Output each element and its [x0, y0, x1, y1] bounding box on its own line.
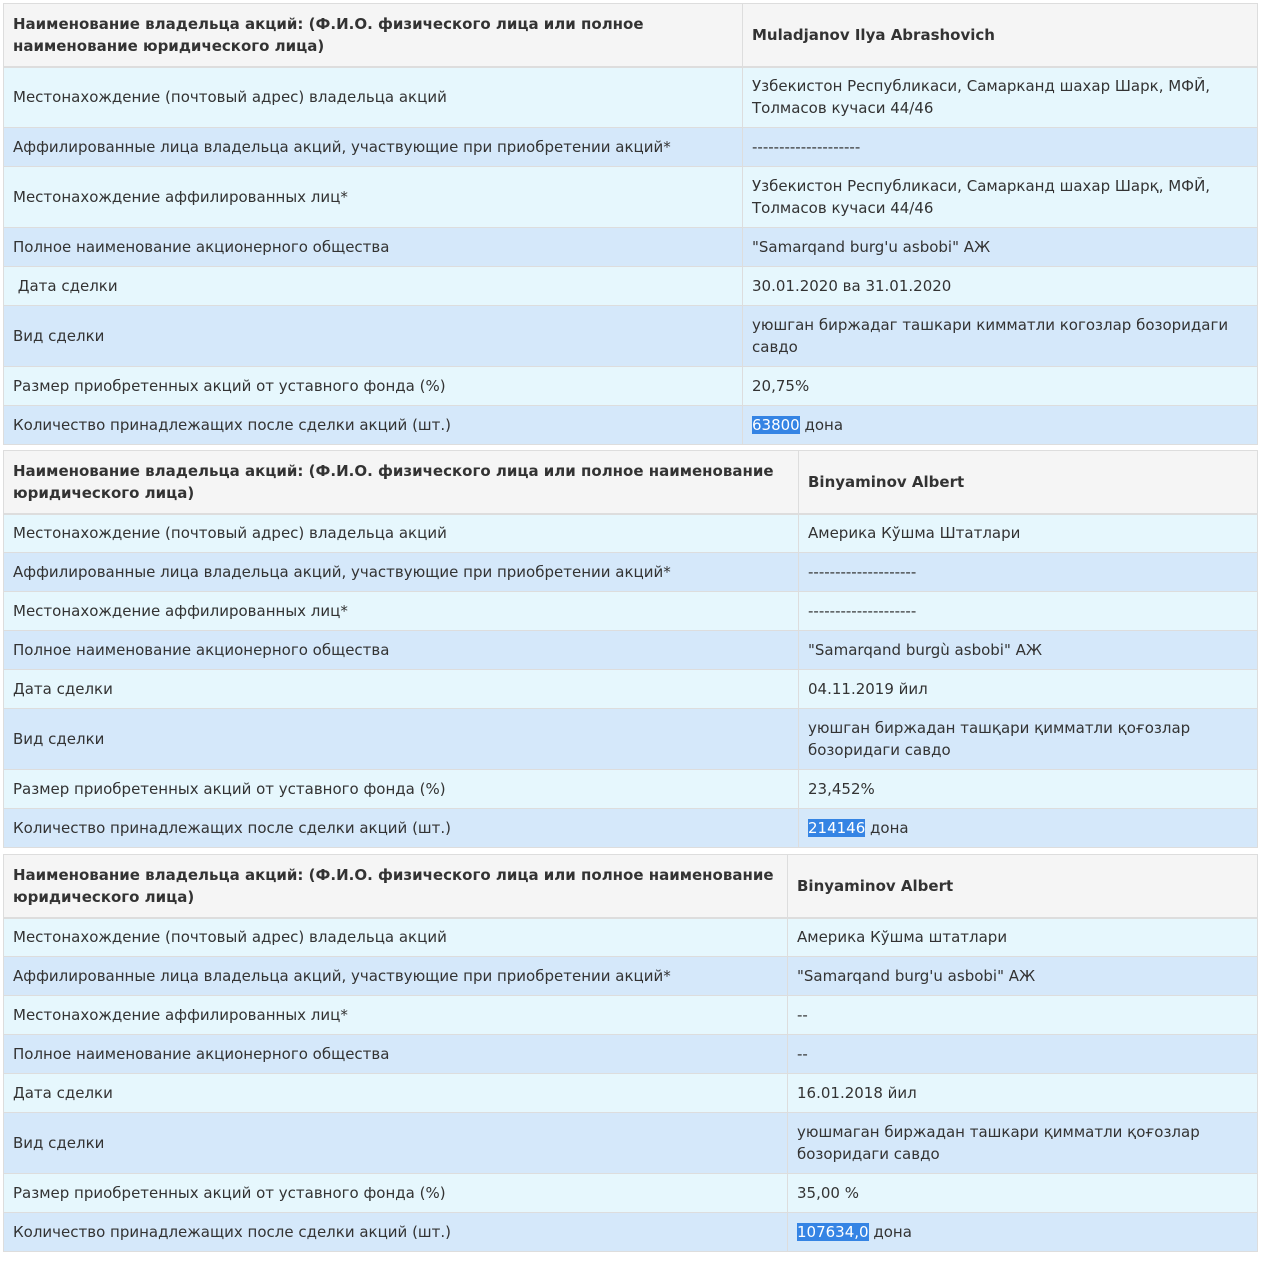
- table-row-share-size: [4, 770, 1258, 809]
- table-row-quantity: [4, 809, 1258, 848]
- table-row-affiliates-location: [4, 167, 1258, 228]
- date-label: Дата сделки: [4, 1074, 788, 1113]
- share-size-value: 23,452%: [799, 770, 1258, 809]
- quantity-unit: дона: [868, 1223, 912, 1241]
- table-row-affiliates: [4, 553, 1258, 592]
- company-label: Полное наименование акционерного общества: [4, 631, 799, 670]
- owner-value: Binyaminov Albert: [788, 855, 1258, 918]
- quantity-value: [799, 809, 1258, 848]
- owner-label: Наименование владельца акций: (Ф.И.О. физического лица или полное наименование юридического лица): [4, 855, 788, 918]
- deal-type-label: Вид сделки: [4, 306, 743, 367]
- address-value: Америка Кўшма Штатлари: [799, 514, 1258, 553]
- owner-value: Muladjanov Ilya Abrashovich: [743, 4, 1258, 67]
- affiliates-location-value: Узбекистон Республикаси, Самарканд шахар Шарқ, МФЙ, Толмасов кучаси 44/46: [743, 167, 1258, 228]
- affiliates-location-label: Местонахождение аффилированных лиц*: [4, 592, 799, 631]
- deal-type-value: уюшган биржадаг ташкари кимматли когозлар бозоридаги савдо: [743, 306, 1258, 367]
- quantity-label: Количество принадлежащих после сделки акций (шт.): [4, 406, 743, 445]
- date-label: Дата сделки: [4, 670, 799, 709]
- affiliates-value: "Samarqand burg'u asbobi" АЖ: [788, 957, 1258, 996]
- affiliates-label: Аффилированные лица владельца акций, участвующие при приобретении акций*: [4, 957, 788, 996]
- address-value: Америка Кўшма штатлари: [788, 918, 1258, 957]
- table-row-company: [4, 1035, 1258, 1074]
- deal-type-value: уюшган биржадан ташқари қимматли қоғозлар бозоридаги савдо: [799, 709, 1258, 770]
- quantity-unit: дона: [799, 416, 844, 434]
- table-row-affiliates: [4, 128, 1258, 167]
- table-row-address: [4, 514, 1258, 553]
- quantity-number-selected[interactable]: 63800: [752, 416, 800, 434]
- quantity-number-selected[interactable]: 107634,0: [797, 1223, 869, 1241]
- quantity-number-selected[interactable]: 214146: [808, 819, 866, 837]
- table-row-share-size: [4, 1174, 1258, 1213]
- address-label: Местонахождение (почтовый адрес) владельца акций: [4, 514, 799, 553]
- table-row-date: [4, 267, 1258, 306]
- date-value: 04.11.2019 йил: [799, 670, 1258, 709]
- quantity-label: Количество принадлежащих после сделки акций (шт.): [4, 809, 799, 848]
- company-value: --: [788, 1035, 1258, 1074]
- quantity-value: [788, 1213, 1258, 1252]
- share-size-label: Размер приобретенных акций от уставного фонда (%): [4, 367, 743, 406]
- affiliates-label: Аффилированные лица владельца акций, участвующие при приобретении акций*: [4, 128, 743, 167]
- address-label: Местонахождение (почтовый адрес) владельца акций: [4, 918, 788, 957]
- deal-type-label: Вид сделки: [4, 709, 799, 770]
- table-row-affiliates: [4, 957, 1258, 996]
- table-row-affiliates-location: [4, 592, 1258, 631]
- table-row-deal-type: [4, 709, 1258, 770]
- affiliates-value: --------------------: [743, 128, 1258, 167]
- date-value: 30.01.2020 ва 31.01.2020: [743, 267, 1258, 306]
- table-row-company: [4, 228, 1258, 267]
- quantity-value: [743, 406, 1258, 445]
- share-size-label: Размер приобретенных акций от уставного фонда (%): [4, 770, 799, 809]
- table-row-quantity: [4, 1213, 1258, 1252]
- company-value: "Samarqand burg'u asbobi" АЖ: [743, 228, 1258, 267]
- table-row-share-size: [4, 367, 1258, 406]
- owner-value: Binyaminov Albert: [799, 451, 1258, 514]
- table-row-date: [4, 1074, 1258, 1113]
- affiliates-location-label: Местонахождение аффилированных лиц*: [4, 996, 788, 1035]
- deal-type-value: уюшмаган биржадан ташкари қимматли қоғозлар бозоридаги савдо: [788, 1113, 1258, 1174]
- deal-type-label: Вид сделки: [4, 1113, 788, 1174]
- quantity-label: Количество принадлежащих после сделки акций (шт.): [4, 1213, 788, 1252]
- share-size-value: 20,75%: [743, 367, 1258, 406]
- date-label: Дата сделки: [4, 267, 743, 306]
- shareholder-table-3: [3, 854, 1258, 1252]
- address-label: Местонахождение (почтовый адрес) владельца акций: [4, 67, 743, 128]
- quantity-unit: дона: [865, 819, 909, 837]
- table-row-company: [4, 631, 1258, 670]
- address-value: Узбекистон Республикаси, Самарканд шахар Шарк, МФЙ, Толмасов кучаси 44/46: [743, 67, 1258, 128]
- table-row-owner: [4, 4, 1258, 67]
- affiliates-location-label: Местонахождение аффилированных лиц*: [4, 167, 743, 228]
- share-size-label: Размер приобретенных акций от уставного фонда (%): [4, 1174, 788, 1213]
- date-value: 16.01.2018 йил: [788, 1074, 1258, 1113]
- shareholder-table-2: [3, 450, 1258, 848]
- table-row-owner: [4, 855, 1258, 918]
- table-row-date: [4, 670, 1258, 709]
- company-label: Полное наименование акционерного общества: [4, 1035, 788, 1074]
- company-value: "Samarqand burgù asbobi" АЖ: [799, 631, 1258, 670]
- owner-label: Наименование владельца акций: (Ф.И.О. физического лица или полное наименование юридического лица): [4, 4, 743, 67]
- shareholder-table-1: [3, 3, 1258, 445]
- affiliates-location-value: --: [788, 996, 1258, 1035]
- table-row-deal-type: [4, 1113, 1258, 1174]
- table-row-deal-type: [4, 306, 1258, 367]
- table-row-address: [4, 918, 1258, 957]
- affiliates-label: Аффилированные лица владельца акций, участвующие при приобретении акций*: [4, 553, 799, 592]
- affiliates-value: --------------------: [799, 553, 1258, 592]
- owner-label: Наименование владельца акций: (Ф.И.О. физического лица или полное наименование юридического лица): [4, 451, 799, 514]
- table-row-quantity: [4, 406, 1258, 445]
- affiliates-location-value: --------------------: [799, 592, 1258, 631]
- table-row-affiliates-location: [4, 996, 1258, 1035]
- table-row-address: [4, 67, 1258, 128]
- share-size-value: 35,00 %: [788, 1174, 1258, 1213]
- table-row-owner: [4, 451, 1258, 514]
- company-label: Полное наименование акционерного общества: [4, 228, 743, 267]
